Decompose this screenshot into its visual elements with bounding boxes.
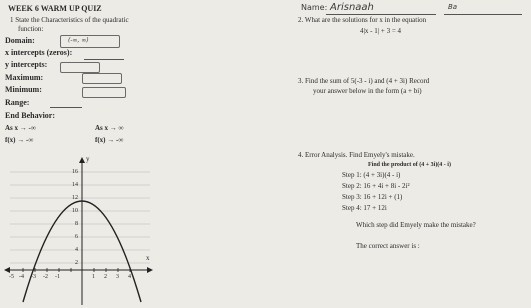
x-tick-1: 1 — [92, 274, 95, 280]
student-name: Arisnaah — [330, 2, 374, 13]
as-x-left: As x → -∞ — [5, 124, 36, 132]
y-tick-12: 12 — [72, 195, 78, 201]
y-axis-arrow — [79, 157, 85, 163]
range-label: Range: — [5, 98, 30, 107]
y-tick-4: 4 — [75, 247, 78, 253]
q2-prompt: 2. What are the solutions for x in the equation — [298, 16, 427, 24]
x-tick-neg2: -2 — [43, 274, 48, 280]
q1-prompt-line1: 1 State the Characteristics of the quadratic — [10, 16, 129, 24]
x-tick-neg4: -4 — [19, 274, 24, 280]
y-tick-6: 6 — [75, 234, 78, 240]
end-behavior-label: End Behavior: — [5, 111, 56, 120]
x-intercepts-label: x intercepts (zeros): — [5, 48, 73, 57]
q4-step3: Step 3: 16 + 12i + (1) — [342, 193, 403, 201]
q3-prompt-line2: your answer below in the form (a + bi) — [313, 87, 422, 95]
y-intercepts-label: y intercepts: — [5, 60, 48, 69]
domain-answer: (-∞, ∞) — [68, 37, 89, 44]
maximum-label: Maximum: — [5, 73, 44, 82]
graph-x-label: x — [146, 254, 150, 262]
fx-right: f(x) → -∞ — [95, 136, 124, 144]
q3-prompt-line1: 3. Find the sum of 5(-3 - i) and (4 + 3i) Record — [298, 77, 430, 85]
x-tick-3: 3 — [116, 274, 119, 280]
y-tick-8: 8 — [75, 221, 78, 227]
q4-which-step: Which step did Emyely make the mistake? — [356, 221, 476, 229]
graph-grid — [10, 172, 150, 263]
x-axis-arrow-left — [4, 267, 10, 273]
graph-y-label: y — [86, 155, 90, 163]
x-tick-2: 2 — [104, 274, 107, 280]
x-tick-neg3: -3 — [31, 274, 36, 280]
q4-step1: Step 1: (4 + 3i)(4 - i) — [342, 171, 401, 179]
x-axis-arrow-right — [147, 267, 153, 273]
domain-label: Domain: — [5, 36, 35, 45]
date-hint: Ba — [448, 3, 458, 11]
q1-prompt-line2: function: — [18, 25, 44, 33]
y-tick-14: 14 — [72, 182, 78, 188]
q4-step4: Step 4: 17 + 12i — [342, 204, 387, 212]
name-label: Name: — [301, 3, 328, 12]
y-tick-16: 16 — [72, 169, 78, 175]
q4-subprompt: Find the product of (4 + 3i)(4 - i) — [368, 162, 451, 168]
x-tick-neg5: -5 — [9, 274, 14, 280]
as-x-right: As x → ∞ — [95, 124, 124, 132]
q4-step2: Step 2: 16 + 4i + 8i - 2i² — [342, 182, 410, 190]
y-tick-2: 2 — [75, 260, 78, 266]
q4-correct-answer: The correct answer is : — [356, 242, 420, 250]
q2-equation: 4|x - 1| + 3 = 4 — [360, 27, 402, 35]
minimum-label: Minimum: — [5, 85, 42, 94]
x-tick-neg1: -1 — [55, 274, 60, 280]
quiz-title: WEEK 6 WARM UP QUIZ — [8, 4, 102, 13]
fx-left: f(x) → -∞ — [5, 136, 34, 144]
y-tick-10: 10 — [72, 208, 78, 214]
x-tick-4: 4 — [128, 274, 131, 280]
q4-prompt: 4. Error Analysis. Find Emyely's mistake. — [298, 151, 415, 159]
